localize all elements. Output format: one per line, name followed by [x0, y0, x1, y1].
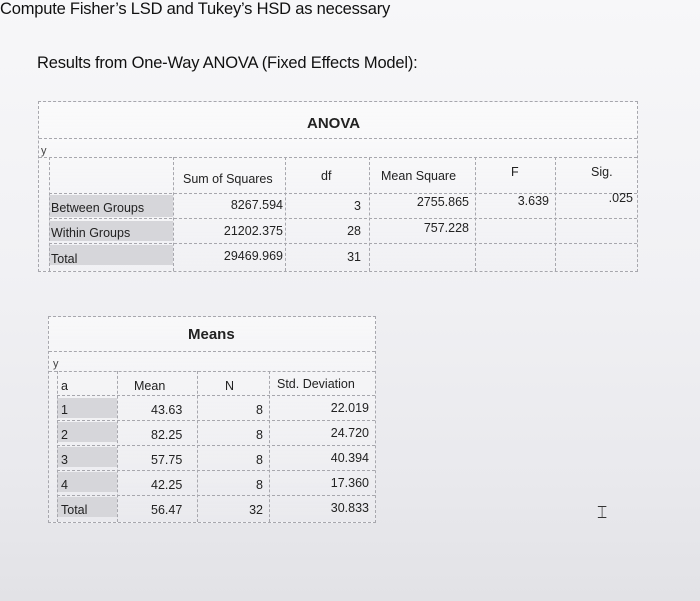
col-f: F	[511, 165, 519, 179]
between-df: 3	[354, 199, 361, 213]
between-ss: 8267.594	[230, 198, 283, 212]
group-n: 8	[256, 403, 263, 417]
text-cursor-icon: ⌶	[597, 503, 608, 523]
total-ss: 29469.969	[223, 249, 283, 263]
between-sig: .025	[608, 191, 633, 205]
group-sd: 24.720	[330, 426, 369, 440]
means-title: Means	[188, 326, 235, 343]
group-sd: 22.019	[330, 401, 369, 415]
group-mean: 57.75	[151, 453, 183, 467]
col-a: a	[61, 379, 68, 393]
col-sum-of-squares: Sum of Squares	[183, 172, 273, 186]
group-mean: 43.63	[151, 403, 183, 417]
group-label: 3	[61, 453, 68, 467]
within-ss: 21202.375	[223, 224, 283, 238]
total-df: 31	[347, 250, 361, 264]
within-ms: 757.228	[423, 221, 469, 235]
group-mean: 82.25	[151, 428, 183, 442]
col-std-deviation: Std. Deviation	[277, 377, 355, 391]
total-n: 32	[249, 503, 263, 517]
within-df: 28	[347, 224, 361, 238]
between-f: 3.639	[517, 194, 549, 208]
row-label-total: Total	[51, 252, 78, 266]
group-label: 4	[61, 478, 68, 492]
page-subtitle: Results from One-Way ANOVA (Fixed Effects Model):	[37, 54, 418, 72]
between-ms: 2755.865	[416, 195, 469, 209]
group-label: 1	[61, 403, 68, 417]
total-mean: 56.47	[151, 503, 183, 517]
total-sd: 30.833	[330, 501, 369, 515]
group-mean: 42.25	[151, 478, 183, 492]
group-n: 8	[256, 453, 263, 467]
col-df: df	[321, 169, 332, 183]
col-mean: Mean	[134, 379, 166, 393]
group-label-total: Total	[61, 503, 88, 517]
col-mean-square: Mean Square	[381, 169, 457, 183]
means-table	[48, 316, 376, 523]
group-sd: 40.394	[330, 451, 369, 465]
group-n: 8	[256, 478, 263, 492]
row-label-between: Between Groups	[51, 201, 145, 215]
means-dep-var: y	[53, 358, 59, 370]
col-sig: Sig.	[591, 165, 613, 179]
group-sd: 17.360	[330, 476, 369, 490]
col-n: N	[225, 379, 235, 393]
page-title: Compute Fisher’s LSD and Tukey’s HSD as necessary	[0, 0, 391, 18]
group-label: 2	[61, 428, 68, 442]
anova-dep-var: y	[41, 145, 47, 157]
anova-table	[38, 101, 638, 272]
group-n: 8	[256, 428, 263, 442]
row-label-within: Within Groups	[51, 226, 131, 240]
anova-title: ANOVA	[307, 115, 361, 132]
